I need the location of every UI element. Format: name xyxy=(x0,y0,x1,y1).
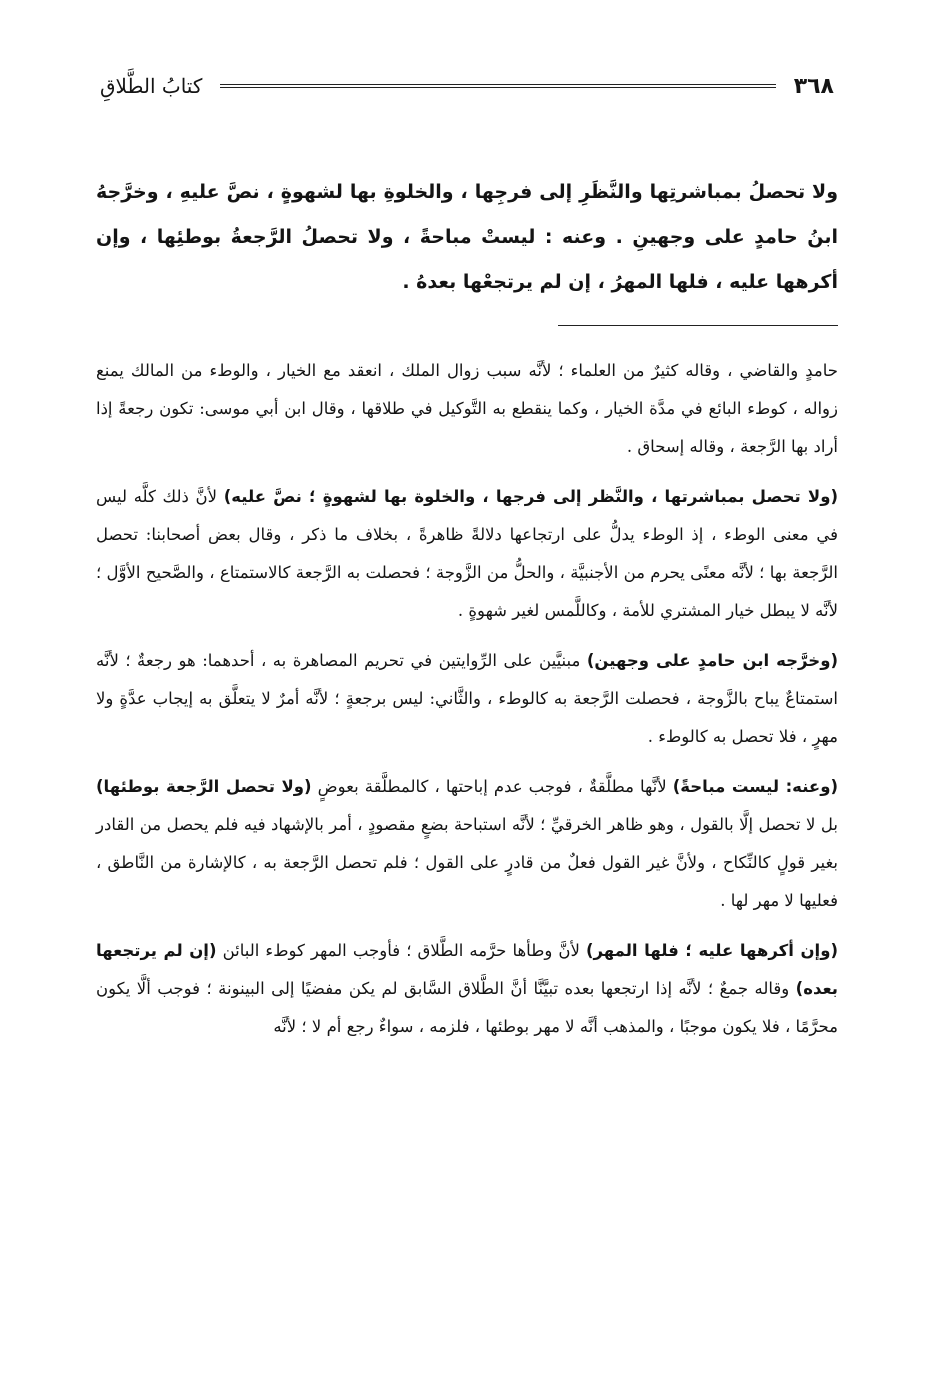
commentary-text: مبنيَّين على الرِّوايتين في تحريم المصاهرة به ، أحدهما: هو رجعةٌ ؛ لأنَّه استمتاعٌ يباح بالزَّوجة ، فحصلت الرَّجعة به كالوطء ، والثَّاني: ليس برجعةٍ ؛ لأنَّه أمرٌ لا يتعلَّق به إيجاب عدَّةٍ ولا مهرٍ ، فلا تحصل به كالوطء . xyxy=(96,651,838,746)
quoted-lemma: (وإن أكرهها عليه ؛ فلها المهر) xyxy=(585,941,838,960)
header-rule xyxy=(220,84,775,88)
commentary-paragraph xyxy=(96,352,838,466)
quoted-lemma: (إن لم يرتجعها بعده) xyxy=(96,941,838,998)
commentary-paragraph xyxy=(96,932,838,1046)
commentary-paragraph xyxy=(96,768,838,920)
commentary-text: حامدٍ والقاضي ، وقاله كثيرٌ من العلماء ؛ لأنَّه سبب زوال الملك ، انعقد مع الخيار ، والوطء من المالك يمنع زواله ، كوطء البائع في مدَّة الخيار ، وكما ينقطع به التَّوكيل في طلاقها ، وقال ابن أبي موسى: تكون رجعةً إذا أراد بها الرَّجعة ، وقاله إسحاق . xyxy=(96,361,838,456)
quoted-lemma: (وخرَّجه ابن حامدٍ على وجهين) xyxy=(586,651,838,670)
commentary-paragraph xyxy=(96,478,838,630)
running-header xyxy=(96,64,838,108)
commentary-text: لأنَّها مطلَّقةٌ ، فوجب عدم إباحتها ، كالمطلَّقة بعوضٍ xyxy=(311,777,673,796)
main-text: ولا تحصلُ بمباشرتِها والنَّظَرِ إلى فرجِها ، والخلوةِ بها لشهوةٍ ، نصَّ عليهِ ، وخرَّجهُ ابنُ حامدٍ على وجهينِ . وعنه : ليستْ مباحةً ، ولا تحصلُ الرَّجعةُ بوطئِها ، وإن أكرهها عليه ، فلها المهرُ ، إن لم يرتجعْها بعدهُ . xyxy=(96,181,838,293)
commentary-text: لأنَّ وطأها حرَّمه الطَّلاق ؛ فأوجب المهر كوطء البائن xyxy=(216,941,586,960)
quoted-lemma: (ولا تحصل بمباشرتها ، والنَّظر إلى فرجها ، والخلوة بها لشهوةٍ ؛ نصَّ عليه) xyxy=(223,487,838,506)
footnote-separator xyxy=(558,325,838,326)
quoted-lemma: (ولا تحصل الرَّجعة بوطئها) xyxy=(96,777,312,796)
quoted-lemma: (وعنه: ليست مباحةً) xyxy=(672,777,838,796)
commentary xyxy=(96,352,838,1046)
commentary-text: بل لا تحصل إلَّا بالقول ، وهو ظاهر الخرقيِّ ؛ لأنَّه استباحة بضعٍ مقصودٍ ، أمر بالإشهاد فيه فلم يحصل من القادر بغير قولٍ كالنِّكاح ، ولأنَّ غير القول فعلٌ من قادرٍ على القول ؛ فلم تحصل الرَّجعة به ، كالإشارة من النَّاطق ، فعليها لا مهر لها . xyxy=(96,815,838,910)
commentary-text: لأنَّ ذلك كلَّه ليس في معنى الوطء ، إذ الوطء يدلُّ على ارتجاعها دلالةً ظاهرةً ، بخلاف ما ذكر ، وقال بعض أصحابنا: تحصل الرَّجعة بها ؛ لأنَّه معنًى يحرم من الأجنبيَّة ، والحلُّ من الزَّوجة ؛ فحصلت به الرَّجعة كالاستمتاع ، والصَّحيح الأوَّل ؛ لأنَّه لا يبطل خيار المشتري للأمة ، وكاللَّمس لغير شهوةٍ . xyxy=(96,487,838,620)
book-title: كتابُ الطَّلاقِ xyxy=(100,74,203,98)
book-page xyxy=(96,64,838,1058)
commentary-paragraph xyxy=(96,642,838,756)
page-number: ٣٦٨ xyxy=(793,73,834,99)
commentary-text: وقاله جمعٌ ؛ لأنَّه إذا ارتجعها بعده تبيَّنَّا أنَّ الطَّلاق السَّابق لم يكن مفضيًا إلى البينونة ؛ فوجب ألَّا يكون محرَّمًا ، فلا يكون موجبًا ، والمذهب أنَّه لا مهر بوطئها ، فلزمه ، سواءٌ رجع أم لا ؛ لأنَّه xyxy=(96,979,838,1036)
header-rule-container xyxy=(202,84,793,88)
